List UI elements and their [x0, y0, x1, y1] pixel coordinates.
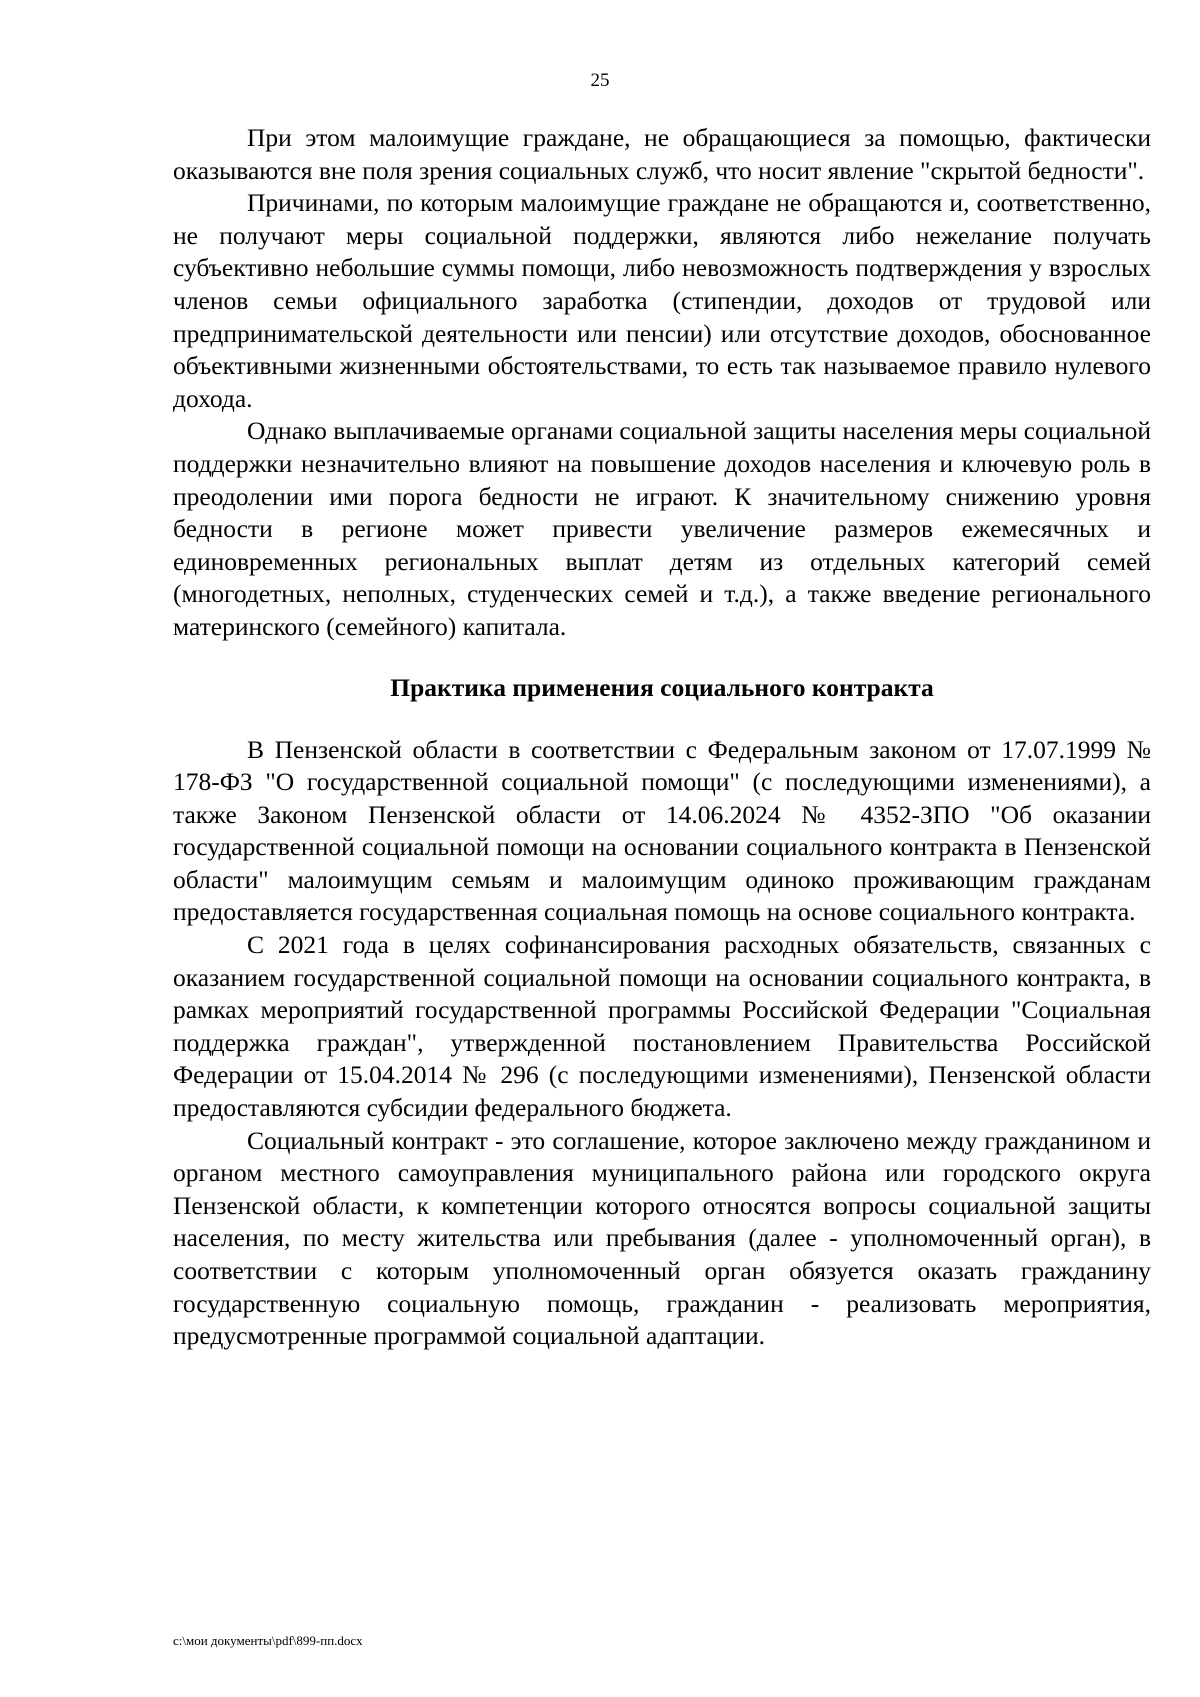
paragraph: Однако выплачиваемые органами социальной защиты населения меры социальной поддержки незначительно влияют на повышение доходов населения и ключевую роль в преодолении ими порога бедности не играют. К значительному снижению уровня бедности в регионе может привести увеличение размеров ежемесячных и единовременных региональных выплат детям из отдельных категорий семей (многодетных, неполных, студенческих семей и т.д.), а также введение регионального материнского (семейного) капитала.	[173, 416, 1151, 641]
document-body	[173, 122, 1151, 1353]
paragraph: При этом малоимущие граждане, не обращающиеся за помощью, фактически оказываются вне поля зрения социальных служб, что носит явление "скрытой бедности".	[173, 123, 1151, 185]
paragraph: В Пензенской области в соответствии с Федеральным законом от 17.07.1999 № 178-ФЗ "О государственной социальной помощи" (с последующими изменениями), а также Законом Пензенской области от 14.06.2024 № 4352-ЗПО "Об оказании государственной социальной помощи на основании социального контракта в Пензенской области" малоимущим семьям и малоимущим одиноко проживающим гражданам предоставляется государственная социальная помощь на основе социального контракта.	[173, 734, 1151, 927]
paragraph: Причинами, по которым малоимущие граждане не обращаются и, соответственно, не получают меры социальной поддержки, являются либо нежелание получать субъективно небольшие суммы помощи, либо невозможность подтверждения у взрослых членов семьи официального заработка (стипендии, доходов от трудовой или предпринимательской деятельности или пенсии) или отсутствие доходов, обоснованное объективными жизненными обстоятельствами, то есть так называемое правило нулевого дохода.	[173, 188, 1151, 413]
footer-file-path: c:\мои документы\pdf\899-пп.docx	[173, 1633, 363, 1648]
paragraph: С 2021 года в целях софинансирования расходных обязательств, связанных с оказанием государственной социальной помощи на основании социального контракта, в рамках мероприятий государственной программы Российской Федерации "Социальная поддержка граждан", утвержденной постановлением Правительства Российской Федерации от 15.04.2014 № 296 (с последующими изменениями), Пензенской области предоставляются субсидии федерального бюджета.	[173, 930, 1151, 1123]
page-number: 25	[590, 70, 610, 91]
paragraph: Социальный контракт - это соглашение, которое заключено между гражданином и органом местного самоуправления муниципального района или городского округа Пензенской области, к компетенции которого относятся вопросы социальной защиты населения, по месту жительства или пребывания (далее - уполномоченный орган), в соответствии с которым уполномоченный орган обязуется оказать гражданину государственную социальную помощь, гражданин - реализовать мероприятия, предусмотренные программой социальной адаптации.	[173, 1125, 1151, 1351]
section-heading: Практика применения социального контракта	[390, 672, 934, 702]
